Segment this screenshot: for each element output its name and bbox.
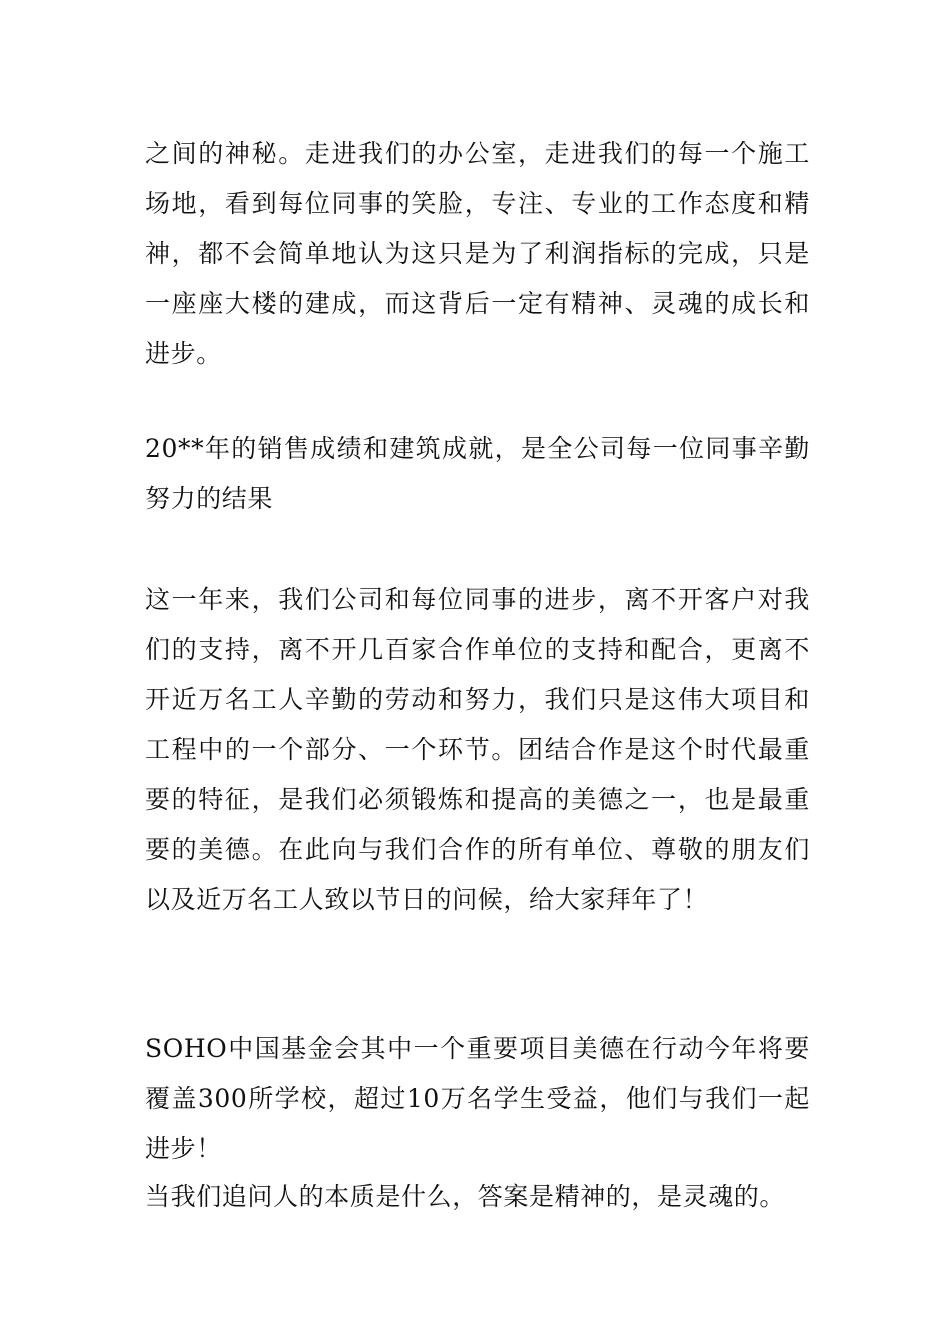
paragraph-4: SOHO中国基金会其中一个重要项目美德在行动今年将要覆盖300所学校，超过10万名学生受益，他们与我们一起进步！ [145,1034,810,1163]
paragraph-2: 20**年的销售成绩和建筑成就，是全公司每一位同事辛勤努力的结果 [145,434,810,513]
paragraph-5: 当我们追问人的本质是什么，答案是精神的，是灵魂的。 [145,1182,786,1211]
paragraph-1: 之间的神秘。走进我们的办公室，走进我们的每一个施工场地，看到每位同事的笑脸，专注、专业的工作态度和精神，都不会简单地认为这只是为了利润指标的完成，只是一座座大楼的建成，而这背后一定有精神、灵魂的成长和进步。 [145,139,810,368]
paragraph-3: 这一年来，我们公司和每位同事的进步，离不开客户对我们的支持，离不开几百家合作单位的支持和配合，更离不开近万名工人辛勤的劳动和努力，我们只是这伟大项目和工程中的一个部分、一个环节。团结合作是这个时代最重要的特征，是我们必须锻炼和提高的美德之一，也是最重要的美德。在此向与我们合作的所有单位、尊敬的朋友们以及近万名工人致以节日的问候，给大家拜年了！ [145,585,810,914]
